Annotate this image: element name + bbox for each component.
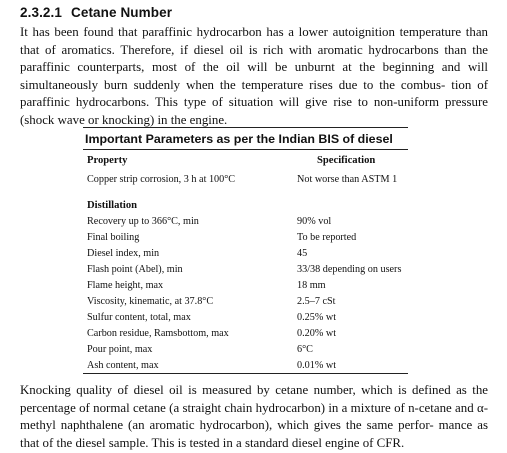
table-row (83, 247, 408, 263)
cell-property: Carbon residue, Ramsbottom, max (87, 328, 229, 339)
table-title: Important Parameters as per the Indian BIS of diesel (85, 132, 393, 146)
cell-property: Flame height, max (87, 280, 164, 291)
table-header-row (83, 154, 408, 170)
parameters-table (83, 127, 408, 375)
intro-paragraph: It has been found that paraffinic hydrocarbon has a lower autoignition temperature than that of aromatics. Therefore, if diesel oil is rich with aromatic hydrocarbons than the paraffinic counterparts, most of the oil will be unburnt at the beginning and will simultaneously burn suddenly when the temperature rises due to the combus- tion of paraffinic hydrocarbons. This type of situation will give rise to non-uniform pressure (shock wave or knocking) in the engine. (20, 25, 488, 127)
table-row (83, 311, 408, 327)
cell-specification: 45 (297, 248, 308, 259)
cell-property: Pour point, max (87, 344, 153, 355)
cell-specification: 2.5–7 cSt (297, 296, 336, 307)
cell-property: Diesel index, min (87, 248, 160, 259)
cell-property: Flash point (Abel), min (87, 264, 183, 275)
cell-property: Sulfur content, total, max (87, 312, 191, 323)
table-row (83, 263, 408, 279)
table-row (83, 327, 408, 343)
table-row (83, 231, 408, 247)
cell-specification: To be reported (297, 232, 357, 243)
cell-property: Recovery up to 366°C, min (87, 216, 199, 227)
header-specification: Specification (317, 155, 376, 166)
section-title: Cetane Number (70, 5, 173, 20)
header-property: Property (87, 155, 128, 166)
cell-property: Ash content, max (87, 360, 159, 371)
section-heading (20, 5, 172, 20)
table-row (83, 173, 408, 189)
cell-property: Final boiling (87, 232, 140, 243)
cell-property: Viscosity, kinematic, at 37.8°C (87, 296, 214, 307)
cell-specification: 6°C (297, 344, 313, 355)
cell-specification: 0.01% wt (297, 360, 337, 371)
knocking-paragraph: Knocking quality of diesel oil is measured by cetane number, which is defined as the percentage of normal cetane (a straight chain hydrocarbon) in a mixture of n-cetane and α-methyl naphthalene (an aromatic hydrocarbon), which gives the same perfor- mance as that of the diesel sample. This is tested in a standard diesel engine of CFR. (20, 383, 488, 450)
cell-specification: 0.25% wt (297, 312, 337, 323)
table-bottom-rule (83, 373, 408, 374)
group-label-row (83, 199, 408, 215)
cell-specification: 33/38 depending on users (297, 264, 402, 275)
cell-specification: Not worse than ASTM 1 (297, 174, 398, 185)
section-number: 2.3.2.1 (20, 5, 62, 20)
table-row (83, 279, 408, 295)
group-label: Distillation (87, 200, 138, 211)
cell-specification: 18 mm (297, 280, 326, 291)
cell-specification: 0.20% wt (297, 328, 337, 339)
cell-property: Copper strip corrosion, 3 h at 100°C (87, 174, 236, 185)
table-row (83, 295, 408, 311)
cell-specification: 90% vol (297, 216, 332, 227)
table-row (83, 343, 408, 359)
table-row (83, 215, 408, 231)
